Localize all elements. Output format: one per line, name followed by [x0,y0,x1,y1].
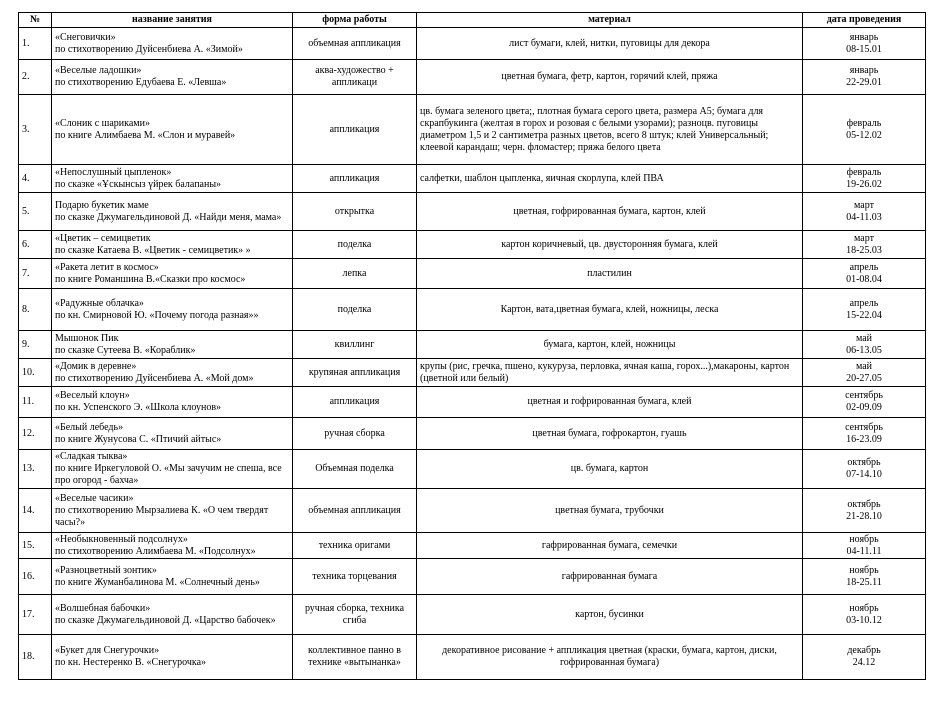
lesson-date [803,95,926,165]
lesson-title [52,193,293,231]
lesson-title [52,450,293,489]
table-row [19,165,926,193]
work-form: квиллинг [293,331,417,359]
materials: цветная бумага, гофрокартон, гуашь [417,418,803,450]
lesson-source: по стихотворению Алимбаева М. «Подсолнух» [55,545,256,557]
lesson-source: по стихотворению Едубаева Е. «Левша» [55,77,227,88]
materials: цветная бумага, трубочки [417,489,803,533]
lesson-name: «Веселые ладошки» [55,65,142,76]
lesson-source: по кн. Успенского Э. «Школа клоунов» [55,402,222,413]
row-number: 16. [19,559,52,595]
lesson-source: по стихотворению Мырзалиева К. «О чем твердят часы?» [55,504,269,528]
lesson-date [803,418,926,450]
date-days: 18-25.03 [846,244,882,256]
lesson-date [803,231,926,259]
row-number: 10. [19,359,52,387]
lesson-title [52,60,293,95]
date-days: 07-14.10 [846,469,882,480]
table-row [19,231,926,259]
materials: пластилин [417,259,803,289]
lesson-title [52,95,293,165]
header-form: форма работы [293,13,417,28]
date-month: январь [849,65,879,76]
date-month: ноябрь [849,564,879,576]
date-days: 16-23.09 [846,433,882,445]
table-row [19,418,926,450]
materials: бумага, картон, клей, ножницы [417,331,803,359]
lesson-name: «Радужные облачка» [55,297,144,309]
date-days: 04-11.11 [846,545,882,557]
lesson-date [803,359,926,387]
lesson-source: по книге Жунусова С. «Птичий айтыс» [55,433,222,445]
lesson-title [52,331,293,359]
row-number: 4. [19,165,52,193]
materials: салфетки, шаблон цыпленка, яичная скорлупа, клей ПВА [417,165,803,193]
lesson-date [803,331,926,359]
lesson-source: по сказке Джумагельдиновой Д. «Царство бабочек» [55,614,276,626]
table-row [19,359,926,387]
work-form: техника торцевания [293,559,417,595]
row-number: 2. [19,60,52,95]
lesson-date [803,289,926,331]
lesson-source: по книге Иркегуловой О. «Мы зачучим не спеша, все про огород - бахча» [55,463,282,486]
lesson-title [52,489,293,533]
lesson-source: по сказке Катаева В. «Цветик - семицветик» » [55,244,251,256]
date-days: 22-29.01 [846,77,882,88]
lesson-name: «Сладкая тыква» [55,451,128,462]
lesson-date [803,387,926,418]
lesson-source: по стихотворению Дуйсенбиева А. «Зимой» [55,43,243,55]
date-month: май [855,332,873,344]
lesson-source: по кн. Нестеренко В. «Снегурочка» [55,657,207,668]
work-form: крупяная аппликация [293,359,417,387]
lesson-name: Мышонок Пик [55,332,119,344]
date-days: 05-12.02 [846,129,882,141]
date-month: апрель [849,297,879,309]
date-days: 06-13.05 [846,344,882,356]
date-month: декабрь [847,645,881,656]
lesson-title [52,595,293,635]
work-form: ручная сборка [293,418,417,450]
date-days: 15-22.04 [846,309,882,321]
date-days: 04-11.03 [846,211,882,223]
materials: крупы (рис, гречка, пшено, кукуруза, перловка, ячная каша, горох...),макароны, картон (цветной или белый) [417,359,803,387]
lesson-title [52,635,293,680]
work-form: открытка [293,193,417,231]
lesson-source: по сказке Сутеева В. «Кораблик» [55,344,196,356]
row-number: 11. [19,387,52,418]
table-row [19,489,926,533]
materials: картон коричневый, цв. двусторонняя бумага, клей [417,231,803,259]
work-form: ручная сборка, техника сгиба [293,595,417,635]
row-number: 1. [19,28,52,60]
date-month: сентябрь [845,390,883,401]
row-number: 14. [19,489,52,533]
header-title: название занятия [52,13,293,28]
work-form: поделка [293,231,417,259]
header-row [19,13,926,28]
lesson-source: по кн. Смирновой Ю. «Почему погода разная»» [55,309,259,321]
lesson-name: «Веселые часики» [55,492,134,504]
lesson-name: «Веселый клоун» [55,390,130,401]
date-month: февраль [846,117,882,129]
lesson-title [52,289,293,331]
lesson-title [52,231,293,259]
work-form: поделка [293,289,417,331]
work-form: объемная аппликация [293,489,417,533]
row-number: 18. [19,635,52,680]
row-number: 8. [19,289,52,331]
lesson-title [52,387,293,418]
date-month: март [854,232,874,244]
lesson-source: по книге Алимбаева М. «Слон и муравей» [55,129,236,141]
date-days: 01-08.04 [846,273,882,285]
table-row [19,559,926,595]
lesson-source: по сказке «Ұскынсыз үйрек балапаны» [55,178,222,190]
table-row [19,595,926,635]
row-number: 13. [19,450,52,489]
lesson-date [803,489,926,533]
date-month: март [854,199,874,211]
lesson-name: «Ракета летит в космос» [55,261,159,273]
date-days: 19-26.02 [846,178,882,190]
materials: Картон, вата,цветная бумага, клей, ножницы, леска [417,289,803,331]
date-days: 02-09.09 [846,402,882,413]
lesson-name: «Слоник с шариками» [55,117,150,129]
lesson-plan-table [18,12,926,680]
materials: цветная, гофрированная бумага, картон, клей [417,193,803,231]
table-row [19,95,926,165]
date-month: февраль [846,166,882,178]
lesson-source: по книге Жуманбалинова М. «Солнечный день» [55,576,260,588]
header-num: № [19,13,52,28]
work-form: аппликация [293,165,417,193]
lesson-date [803,635,926,680]
materials: декоративное рисование + аппликация цветная (краски, бумага, картон, диски, гофрированная бумага) [417,635,803,680]
date-days: 03-10.12 [846,614,882,626]
lesson-title [52,533,293,559]
lesson-date [803,559,926,595]
materials: цветная бумага, фетр, картон, горячий клей, пряжа [417,60,803,95]
table-row [19,635,926,680]
materials: цветная и гофрированная бумага, клей [417,387,803,418]
lesson-date [803,165,926,193]
materials: картон, бусинки [417,595,803,635]
date-days: 08-15.01 [846,43,882,55]
table-row [19,289,926,331]
lesson-date [803,193,926,231]
work-form: аппликация [293,387,417,418]
lesson-title [52,418,293,450]
lesson-source: по книге Романшина В.«Сказки про космос» [55,273,246,285]
lesson-date [803,533,926,559]
lesson-date [803,60,926,95]
lesson-date [803,28,926,60]
date-month: ноябрь [849,533,879,545]
row-number: 17. [19,595,52,635]
date-month: апрель [849,261,879,273]
lesson-name: «Букет для Снегурочки» [55,645,160,656]
lesson-title [52,359,293,387]
table-row [19,533,926,559]
table-row [19,28,926,60]
work-form: техника оригами [293,533,417,559]
lesson-title [52,165,293,193]
table-row [19,60,926,95]
work-form: аппликация [293,95,417,165]
lesson-name: «Волшебная бабочки» [55,602,151,614]
lesson-name: Подарю букетик маме [55,199,149,211]
header-date: дата проведения [803,13,926,28]
materials: гафрированная бумага [417,559,803,595]
work-form: коллективное панно в технике «вытынанка» [293,635,417,680]
date-month: октябрь [847,457,881,468]
row-number: 6. [19,231,52,259]
table-row [19,387,926,418]
date-month: май [855,360,873,372]
lesson-source: по стихотворению Дуйсенбиева А. «Мой дом» [55,372,254,384]
lesson-title [52,259,293,289]
date-days: 18-25.11 [846,576,882,588]
materials: лист бумаги, клей, нитки, пуговицы для декора [417,28,803,60]
date-days: 24.12 [852,657,876,668]
lesson-date [803,595,926,635]
lesson-name: «Непослушный цыпленок» [55,166,172,178]
header-material: материал [417,13,803,28]
materials: гафрированная бумага, семечки [417,533,803,559]
row-number: 9. [19,331,52,359]
lesson-name: «Снеговички» [55,31,116,43]
lesson-date [803,450,926,489]
table-row [19,450,926,489]
lesson-source: по сказке Джумагельдиновой Д. «Найди меня, мама» [55,211,282,223]
lesson-name: «Необыкновенный подсолнух» [55,533,188,545]
lesson-title [52,28,293,60]
work-form: аква-художество + аппликаци [293,60,417,95]
materials: цв. бумага, картон [417,450,803,489]
date-month: октябрь [847,498,881,510]
table-row [19,193,926,231]
materials: цв. бумага зеленого цвета;, плотная бумага серого цвета, размера А5; бумага для скрапбукинга (желтая в горох и розовая с белыми узорами); разноцв. пуговицы диаметром 1,5 и 2 сантиметра разных цветов, всего 8 штук; клей Универсальный; клеевой карандаш; черн. фломастер; пряжа белого цвета [417,95,803,165]
lesson-name: «Разноцветный зонтик» [55,564,157,576]
row-number: 12. [19,418,52,450]
lesson-name: «Белый лебедь» [55,421,124,433]
date-days: 21-28.10 [846,510,882,522]
row-number: 3. [19,95,52,165]
lesson-name: «Домик в деревне» [55,360,137,372]
work-form: лепка [293,259,417,289]
table-row [19,259,926,289]
lesson-name: «Цветик – семицветик [55,232,151,244]
row-number: 5. [19,193,52,231]
date-month: сентябрь [845,421,883,433]
date-days: 20-27.05 [846,372,882,384]
row-number: 15. [19,533,52,559]
row-number: 7. [19,259,52,289]
table-row [19,331,926,359]
date-month: январь [849,31,879,43]
lesson-title [52,559,293,595]
date-month: ноябрь [849,602,879,614]
lesson-date [803,259,926,289]
work-form: Объемная поделка [293,450,417,489]
work-form: объемная аппликация [293,28,417,60]
